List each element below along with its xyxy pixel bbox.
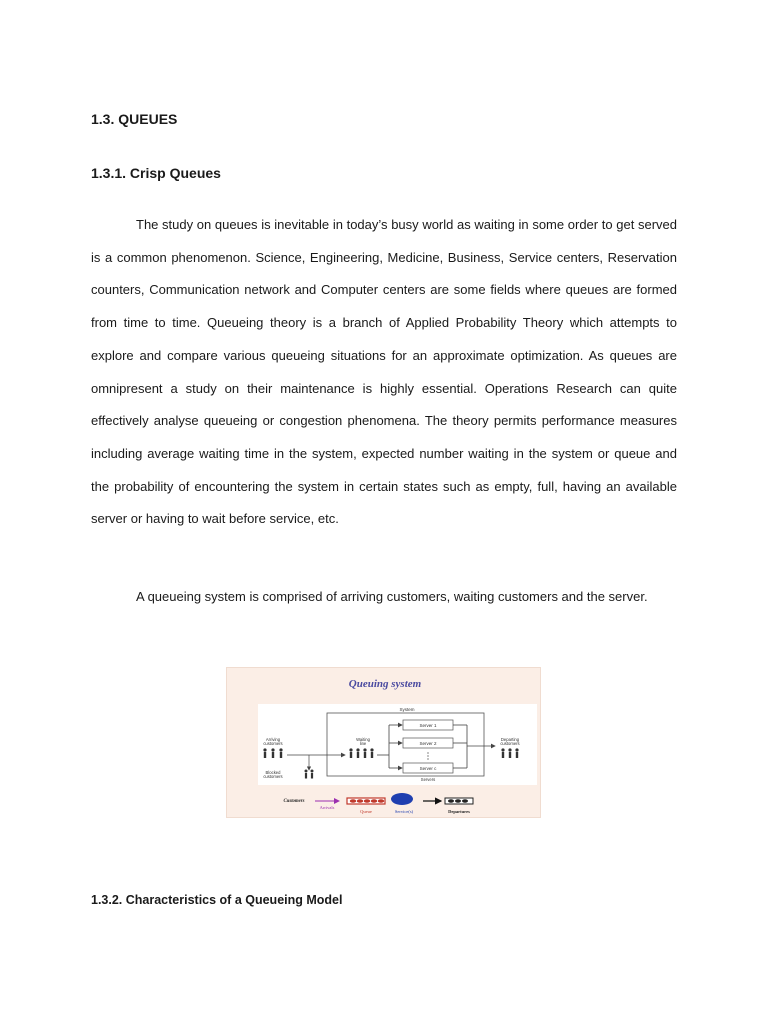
- arriving-label-1: Arriving: [265, 737, 281, 742]
- queuing-system-diagram: [227, 668, 540, 817]
- flow-departures-label: Departures: [448, 809, 470, 814]
- departing-label-1: Departing: [500, 737, 520, 742]
- figure-title: Queuing system: [348, 678, 422, 690]
- waiting-label-2: line: [359, 741, 367, 746]
- section-heading: 1.3. QUEUES: [91, 111, 178, 127]
- departures-items: [448, 799, 468, 802]
- server-2-label: Server 2: [419, 741, 437, 746]
- flow-customers-label: Customers: [283, 799, 305, 804]
- server-c-label: Server c: [419, 766, 437, 771]
- flow-service-label: Service(s): [394, 809, 414, 814]
- subsection-heading: 1.3.1. Crisp Queues: [91, 165, 221, 181]
- queuing-system-figure: [226, 667, 541, 818]
- service-ellipse: [391, 793, 413, 805]
- arriving-label-2: customers: [263, 741, 283, 746]
- balked-label-2: customers: [263, 774, 283, 779]
- body-paragraph-2: A queueing system is comprised of arriving customers, waiting customers and the server.: [136, 589, 648, 604]
- waiting-label-1: Waiting: [356, 737, 370, 742]
- body-paragraph-1: The study on queues is inevitable in today’s busy world as waiting in some order to get served is a common phenomenon. Science, Engineering, Medicine, Business, Service centers, Reservation counters, Communication network and Computer centers are some fields where queues are formed from time to time. Queueing theory is a branch of Applied Probability Theory which attempts to explore and compare various queueing situations for an approximate optimization. As queues are omnipresent a study on their maintenance is highly essential. Operations Research can quite effectively analyse queueing or congestion phenomena. The theory permits performance measures including average waiting time in the system, expected number waiting in the system or queue and the probability of encountering the system in certain states such as empty, full, having an available server or having to wait before service, etc.: [91, 217, 677, 527]
- servers-caption: Servers: [420, 777, 436, 782]
- flow-arrivals-label: Arrivals: [319, 805, 335, 810]
- balked-label-1: Blocked: [265, 770, 281, 775]
- diagram-panel: [258, 704, 537, 785]
- queue-items: [350, 799, 384, 803]
- server-1-label: Server 1: [419, 723, 437, 728]
- departing-label-2: customers: [500, 741, 520, 746]
- next-subsection-heading: 1.3.2. Characteristics of a Queueing Model: [91, 893, 343, 907]
- flow-queue-label: Queue: [360, 809, 372, 814]
- departing-customers-icon: [501, 748, 518, 758]
- system-label: System: [399, 707, 415, 712]
